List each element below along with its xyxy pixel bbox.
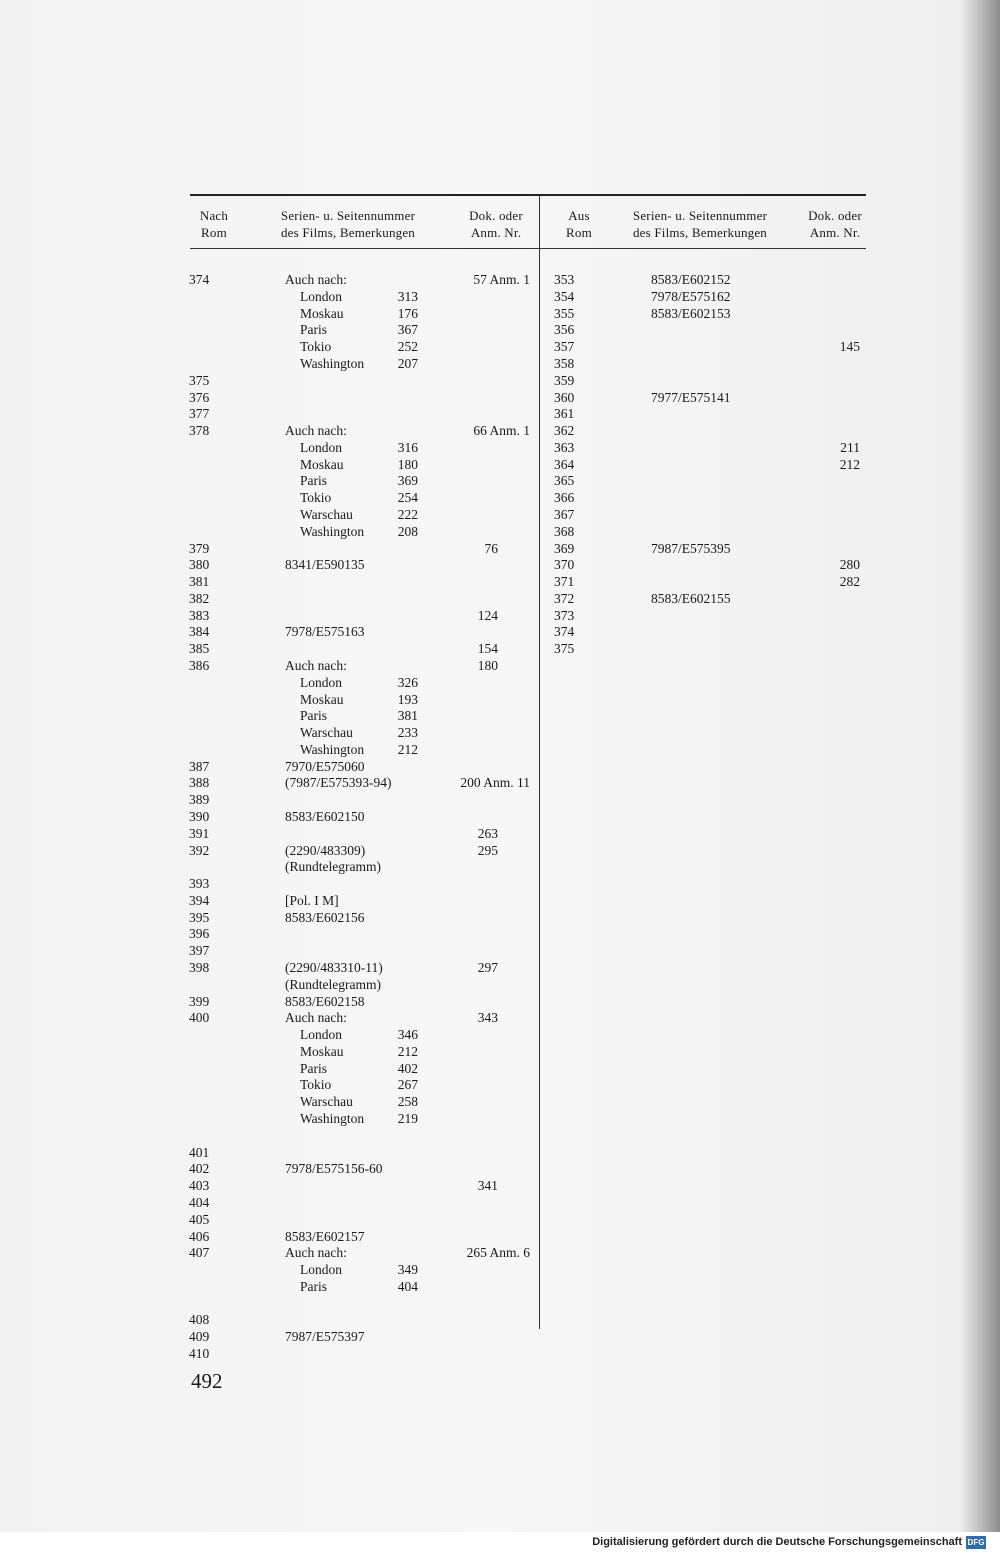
city-name: Tokio: [300, 490, 332, 506]
film-reference: 7978/E575162: [651, 288, 731, 304]
city-name: Paris: [300, 322, 327, 338]
dok-number: 180: [477, 657, 498, 673]
city-page-number: 207: [397, 355, 418, 371]
city-name: Washington: [300, 355, 365, 371]
nach-rom-number: 397: [189, 943, 210, 959]
film-reference: 8583/E602158: [285, 993, 365, 1009]
dok-number: 295: [477, 842, 498, 858]
city-page-number: 267: [397, 1077, 418, 1093]
city-page-number: 326: [397, 674, 418, 690]
header-right-dok: Dok. oder Anm. Nr.: [808, 208, 862, 240]
header-left-rom: Nach Rom: [199, 208, 229, 240]
city-page-number: 193: [397, 691, 418, 707]
aus-rom-number: 362: [554, 423, 575, 438]
dok-number: 76: [484, 540, 498, 556]
nach-rom-number: 390: [189, 809, 210, 824]
city-page-number: 316: [397, 439, 418, 455]
nach-rom-number: 387: [189, 758, 210, 774]
city-name: Tokio: [300, 1077, 332, 1093]
city-page-number: 313: [397, 288, 418, 304]
dok-anm-number: 66 Anm. 1: [473, 423, 530, 438]
aus-rom-number: 368: [554, 523, 575, 539]
dfg-logo: DFG: [967, 1538, 985, 1547]
city-name: Washington: [300, 741, 365, 757]
dok-number: 343: [477, 1010, 498, 1026]
dok-number: 263: [477, 825, 498, 841]
aus-rom-number: 354: [554, 288, 575, 304]
film-reference: (2290/483309): [285, 842, 366, 858]
dok-number: 282: [839, 574, 860, 589]
dok-number: 124: [477, 607, 498, 623]
film-reference: (Rundtelegramm): [285, 976, 381, 992]
aus-rom-number: 355: [554, 305, 575, 321]
city-page-number: 404: [397, 1278, 418, 1294]
aus-rom-number: 375: [554, 641, 575, 657]
film-reference: Auch nach:: [285, 657, 347, 673]
aus-rom-number: 366: [554, 490, 575, 506]
city-page-number: 212: [397, 741, 418, 757]
city-name: Washington: [300, 523, 365, 539]
aus-rom-number: 365: [554, 473, 575, 489]
aus-rom-number: 369: [554, 540, 575, 556]
nach-rom-number: 407: [189, 1245, 210, 1261]
city-page-number: 369: [397, 473, 418, 489]
aus-rom-number: 357: [554, 339, 575, 355]
nach-rom-number: 405: [189, 1211, 210, 1227]
city-page-number: 258: [397, 1094, 418, 1110]
city-page-number: 254: [397, 490, 418, 506]
aus-rom-number: 373: [554, 607, 575, 623]
city-name: Warschau: [300, 1094, 353, 1110]
nach-rom-number: 378: [189, 423, 210, 438]
nach-rom-number: 380: [189, 557, 210, 573]
city-page-number: 233: [397, 725, 418, 741]
aus-rom-number: 360: [554, 389, 575, 405]
dok-number: 212: [839, 456, 860, 472]
table-top-rule: [190, 194, 866, 196]
nach-rom-number: 389: [189, 792, 210, 808]
header-left-dok: Dok. oder Anm. Nr.: [469, 208, 523, 240]
city-page-number: 252: [397, 339, 418, 355]
aus-rom-number: 370: [554, 557, 575, 573]
film-reference: 8583/E602157: [285, 1228, 365, 1244]
city-name: Paris: [300, 1278, 327, 1294]
aus-rom-number: 359: [554, 372, 575, 388]
nach-rom-number: 401: [189, 1144, 210, 1160]
nach-rom-number: 379: [189, 540, 210, 556]
city-page-number: 176: [397, 305, 418, 321]
city-name: London: [300, 1027, 342, 1043]
city-name: London: [300, 288, 342, 304]
city-name: Warschau: [300, 725, 353, 741]
film-reference: (Rundtelegramm): [285, 859, 381, 875]
city-page-number: 222: [397, 506, 418, 522]
nach-rom-number: 398: [189, 960, 210, 975]
nach-rom-number: 404: [189, 1194, 210, 1210]
nach-rom-number: 400: [189, 1010, 210, 1026]
nach-rom-number: 388: [189, 775, 210, 791]
aus-rom-number: 367: [554, 506, 575, 522]
film-reference: [Pol. I M]: [285, 892, 339, 908]
film-reference: 7970/E575060: [285, 758, 365, 774]
dok-number: 280: [839, 557, 860, 573]
city-page-number: 402: [397, 1060, 418, 1076]
city-name: Paris: [300, 1060, 327, 1076]
film-reference: 8583/E602156: [285, 909, 365, 925]
city-page-number: 212: [397, 1043, 418, 1059]
film-reference: 7978/E575163: [285, 624, 365, 640]
city-name: Tokio: [300, 339, 332, 355]
dok-anm-number: 265 Anm. 6: [466, 1245, 530, 1261]
film-reference: 7987/E575395: [651, 540, 731, 556]
city-name: Moskau: [300, 691, 344, 707]
nach-rom-number: 383: [189, 607, 210, 623]
aus-rom-number: 363: [554, 439, 575, 455]
nach-rom-number: 395: [189, 909, 210, 925]
city-name: Paris: [300, 708, 327, 724]
nach-rom-number: 385: [189, 641, 210, 657]
film-reference: Auch nach:: [285, 272, 347, 287]
film-reference: 8583/E602155: [651, 590, 731, 606]
dok-number: 297: [477, 960, 498, 975]
nach-rom-number: 409: [189, 1329, 210, 1345]
city-page-number: 180: [397, 456, 418, 472]
film-reference: 8583/E602150: [285, 809, 365, 824]
film-reference: (7987/E575393-94): [285, 775, 392, 791]
nach-rom-number: 410: [189, 1345, 210, 1361]
nach-rom-number: 375: [189, 372, 210, 388]
film-reference: 8583/E602152: [651, 272, 731, 287]
city-name: Moskau: [300, 1043, 344, 1059]
aus-rom-number: 358: [554, 355, 575, 371]
dok-anm-number: 57 Anm. 1: [473, 272, 530, 287]
nach-rom-number: 384: [189, 624, 210, 640]
nach-rom-number: 391: [189, 825, 210, 841]
city-page-number: 208: [397, 523, 418, 539]
city-page-number: 346: [397, 1027, 418, 1043]
city-name: Moskau: [300, 305, 344, 321]
film-reference: 7978/E575156-60: [285, 1161, 383, 1177]
nach-rom-number: 394: [189, 892, 210, 908]
city-name: London: [300, 1262, 342, 1277]
city-name: Washington: [300, 1111, 365, 1126]
city-name: London: [300, 674, 342, 690]
film-reference: 8583/E602153: [651, 305, 731, 321]
aus-rom-number: 364: [554, 456, 575, 472]
nach-rom-number: 392: [189, 842, 210, 858]
city-name: Moskau: [300, 456, 344, 472]
film-reference: 7977/E575141: [651, 389, 731, 405]
column-divider: [539, 196, 540, 1329]
dok-number: 145: [839, 339, 860, 355]
film-reference: 7987/E575397: [285, 1329, 365, 1345]
film-reference: Auch nach:: [285, 423, 347, 438]
dok-number: 341: [477, 1178, 498, 1194]
nach-rom-number: 377: [189, 406, 210, 422]
aus-rom-number: 374: [554, 624, 575, 640]
city-name: Warschau: [300, 506, 353, 522]
nach-rom-number: 376: [189, 389, 210, 405]
aus-rom-number: 371: [554, 574, 575, 589]
film-reference: Auch nach:: [285, 1010, 347, 1026]
film-reference: (2290/483310-11): [285, 960, 383, 975]
aus-rom-number: 356: [554, 322, 575, 338]
aus-rom-number: 361: [554, 406, 575, 422]
nach-rom-number: 374: [189, 272, 210, 287]
nach-rom-number: 393: [189, 876, 210, 892]
city-page-number: 381: [397, 708, 418, 724]
page-number: 492: [191, 1369, 223, 1393]
footer-bar: [0, 1532, 1000, 1554]
nach-rom-number: 402: [189, 1161, 210, 1177]
nach-rom-number: 399: [189, 993, 210, 1009]
film-reference: Auch nach:: [285, 1245, 347, 1261]
city-name: Paris: [300, 473, 327, 489]
city-page-number: 367: [397, 322, 418, 338]
table-header-rule: [190, 248, 866, 249]
nach-rom-number: 396: [189, 926, 210, 942]
header-right-film: Serien- u. Seitennummer des Films, Bemerkungen: [632, 208, 768, 240]
dok-number: 154: [477, 641, 498, 657]
nach-rom-number: 382: [189, 590, 210, 606]
nach-rom-number: 406: [189, 1228, 210, 1244]
aus-rom-number: 372: [554, 590, 575, 606]
header-right-rom: Aus Rom: [566, 208, 592, 240]
nach-rom-number: 381: [189, 574, 210, 589]
city-name: London: [300, 439, 342, 455]
nach-rom-number: 408: [189, 1312, 210, 1328]
dok-number: 211: [840, 439, 860, 455]
aus-rom-number: 353: [554, 272, 575, 287]
nach-rom-number: 403: [189, 1178, 210, 1194]
footer-credit: Digitalisierung gefördert durch die Deutsche Forschungsgemeinschaft: [592, 1536, 962, 1548]
film-reference: 8341/E590135: [285, 557, 365, 573]
header-left-film: Serien- u. Seitennummer des Films, Bemerkungen: [280, 208, 416, 240]
city-page-number: 349: [397, 1262, 418, 1277]
nach-rom-number: 386: [189, 657, 210, 673]
city-page-number: 219: [397, 1111, 418, 1126]
dok-anm-number: 200 Anm. 11: [460, 775, 530, 791]
